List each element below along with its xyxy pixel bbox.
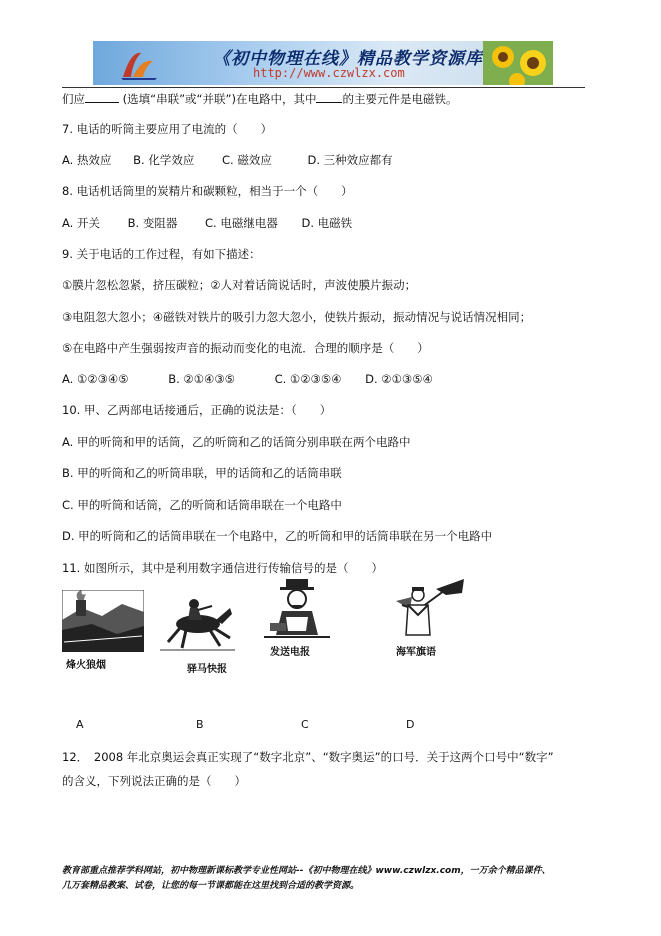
text-fragment: (选填“串联”或“并联”)在电路中，其中 bbox=[122, 92, 317, 106]
option-b: B. 变阻器 bbox=[127, 216, 178, 230]
option-b: B. ②①④③⑤ bbox=[168, 372, 235, 386]
label-d: D bbox=[406, 718, 415, 731]
question-10-option-d: D. 甲的听筒和乙的话筒串联在一个电路中，乙的听筒和甲的话筒串联在另一个电路中 bbox=[62, 529, 493, 543]
fill-blank-line bbox=[62, 91, 457, 106]
question-12-line-1: 12． 2008 年北京奥运会真正实现了“数字北京”、“数字奥运”的口号．关于这两个口号中“数字” bbox=[62, 750, 554, 764]
question-7: 7. 电话的听筒主要应用了电流的（ ） bbox=[62, 122, 273, 136]
header-title: 《初中物理在线》精品教学资源库 bbox=[213, 49, 483, 69]
question-9-statement-1: ①膜片忽松忽紧，挤压碳粒；②人对着话筒说话时，声波使膜片振动； bbox=[62, 278, 417, 292]
question-9: 9. 关于电话的工作过程，有如下描述： bbox=[62, 247, 261, 261]
caption-a: 烽火狼烟 bbox=[66, 660, 106, 671]
question-9-statement-3: ⑤在电路中产生强弱按声音的振动而变化的电流．合理的顺序是（ ） bbox=[62, 341, 429, 355]
caption-b: 驿马快报 bbox=[187, 664, 227, 675]
naval-flag-signal-picture bbox=[392, 575, 467, 637]
question-10-option-c: C. 甲的听筒和话筒，乙的听筒和话筒串联在一个电路中 bbox=[62, 498, 342, 512]
header-url: http://www.czwlzx.com bbox=[253, 66, 405, 80]
question-11: 11. 如图所示，其中是利用数字通信进行传输信号的是（ ） bbox=[62, 561, 383, 575]
option-c: C. 磁效应 bbox=[222, 153, 272, 167]
answer-blank bbox=[316, 91, 342, 103]
horse-courier-picture bbox=[160, 590, 235, 652]
sunflower-icon bbox=[483, 41, 553, 85]
option-a: A. 开关 bbox=[62, 216, 100, 230]
header-banner bbox=[93, 41, 553, 85]
question-9-options bbox=[62, 372, 433, 386]
option-d: D. ②①③⑤④ bbox=[365, 372, 433, 386]
option-b: B. 化学效应 bbox=[133, 153, 195, 167]
question-7-options bbox=[62, 153, 393, 167]
option-d: D. 电磁铁 bbox=[301, 216, 353, 230]
question-10-option-a: A. 甲的听筒和甲的话筒，乙的听筒和乙的话筒分别串联在两个电路中 bbox=[62, 435, 411, 449]
option-c: C. 电磁继电器 bbox=[205, 216, 278, 230]
telegraph-operator-picture bbox=[262, 577, 332, 639]
header-rule bbox=[62, 87, 585, 88]
option-a: A. ①②③④⑤ bbox=[62, 372, 129, 386]
question-10-option-b: B. 甲的听筒和乙的听筒串联，甲的话筒和乙的话筒串联 bbox=[62, 466, 342, 480]
option-d: D. 三种效应都有 bbox=[307, 153, 393, 167]
label-c: C bbox=[301, 718, 309, 731]
question-8: 8. 电话机话筒里的炭精片和碳颗粒，相当于一个（ ） bbox=[62, 184, 353, 198]
text-fragment: 的主要元件是电磁铁。 bbox=[342, 92, 458, 106]
option-c: C. ①②③⑤④ bbox=[274, 372, 342, 386]
question-8-options bbox=[62, 216, 352, 230]
caption-c: 发送电报 bbox=[270, 647, 310, 658]
label-a: A bbox=[76, 718, 84, 731]
question-12-line-2: 的含义，下列说法正确的是（ ） bbox=[62, 774, 246, 788]
answer-blank bbox=[85, 91, 119, 103]
footer-line-2: 几万套精品教案、试卷，让您的每一节课都能在这里找到合适的教学资源。 bbox=[62, 881, 360, 891]
beacon-fire-picture bbox=[62, 590, 144, 652]
question-10: 10. 甲、乙两部电话接通后，正确的说法是：（ ） bbox=[62, 403, 332, 417]
site-logo-icon bbox=[119, 47, 159, 81]
label-b: B bbox=[196, 718, 204, 731]
option-a: A. 热效应 bbox=[62, 153, 112, 167]
question-9-statement-2: ③电阻忽大忽小；④磁铁对铁片的吸引力忽大忽小，使铁片振动，振动情况与说话情况相同； bbox=[62, 310, 532, 324]
footer-line-1: 教育部重点推荐学科网站，初中物理新课标教学专业性网站--《初中物理在线》www.czwlzx.com，一万余个精品课件、 bbox=[62, 866, 551, 876]
text-fragment: 们应 bbox=[62, 92, 85, 106]
caption-d: 海军旗语 bbox=[396, 647, 436, 658]
